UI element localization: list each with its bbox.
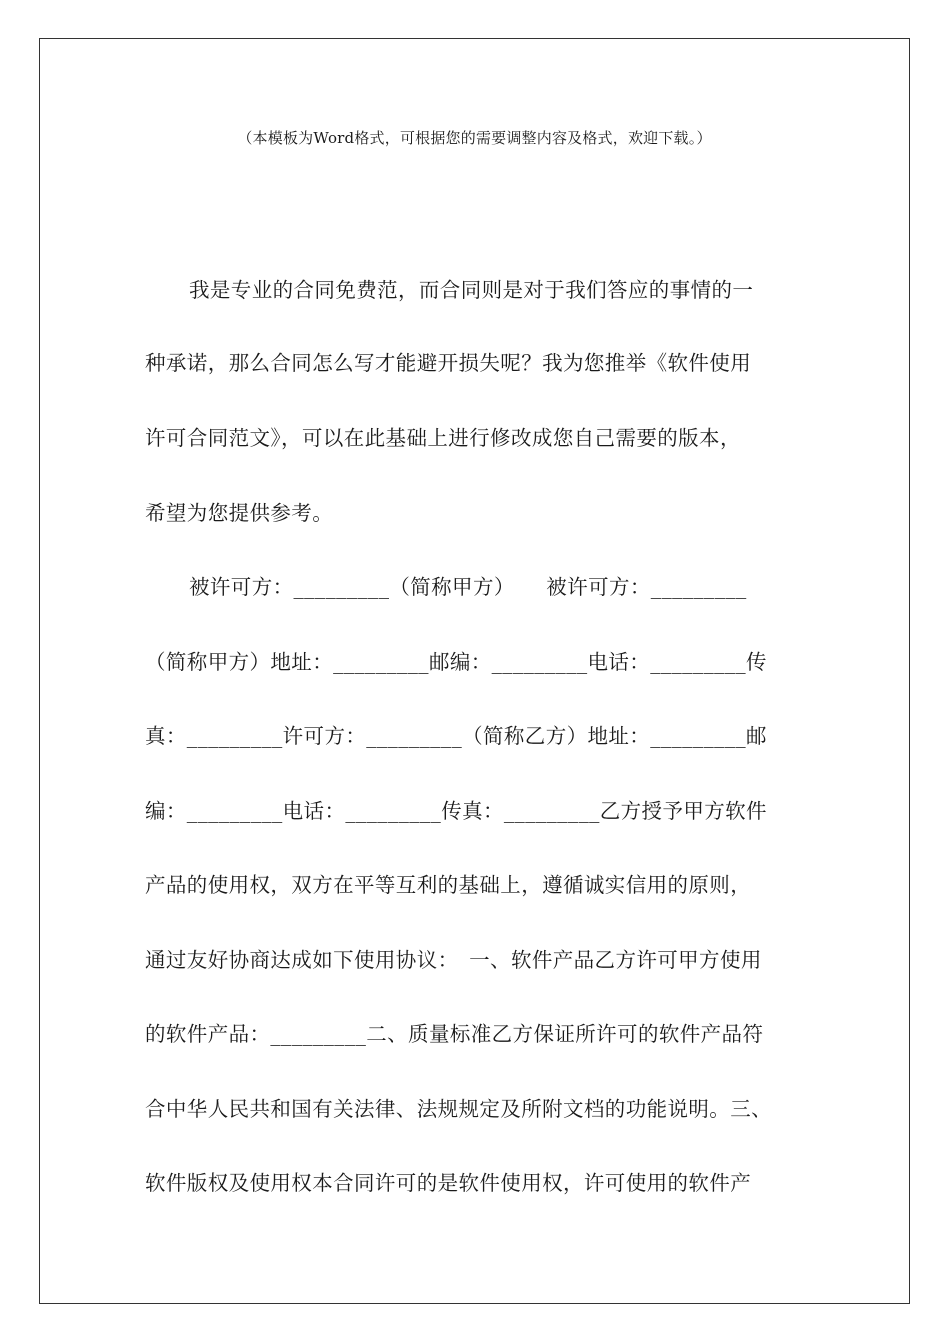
body-line: 种承诺，那么合同怎么写才能避开损失呢？我为您推举《软件使用 bbox=[145, 351, 752, 375]
body-line: 编：_________电话：_________传真：_________乙方授予甲方软件 bbox=[145, 799, 767, 823]
body-line: 希望为您提供参考。 bbox=[145, 501, 334, 525]
template-note: （本模板为Word格式，可根据您的需要调整内容及格式，欢迎下载。） bbox=[237, 129, 712, 147]
body-line: 的软件产品：_________二、质量标准乙方保证所许可的软件产品符 bbox=[145, 1022, 764, 1046]
body-line: 产品的使用权，双方在平等互利的基础上，遵循诚实信用的原则， bbox=[145, 873, 752, 897]
body-line: 合中华人民共和国有关法律、法规规定及所附文档的功能说明。三、 bbox=[145, 1097, 772, 1121]
body-line: 通过友好协商达成如下使用协议： 一、软件产品乙方许可甲方使用 bbox=[145, 948, 762, 972]
body-line: 被许可方：_________（简称甲方） 被许可方：_________ bbox=[189, 575, 747, 599]
body-line: 真：_________许可方：_________（简称乙方）地址：_________邮 bbox=[145, 724, 767, 748]
body-line: 我是专业的合同免费范，而合同则是对于我们答应的事情的一 bbox=[189, 278, 754, 302]
body-line: 许可合同范文》，可以在此基础上进行修改成您自己需要的版本， bbox=[145, 426, 741, 450]
body-line: 软件版权及使用权本合同许可的是软件使用权，许可使用的软件产 bbox=[145, 1171, 752, 1195]
body-line: （简称甲方）地址：_________邮编：_________电话：_________传 bbox=[145, 650, 767, 674]
